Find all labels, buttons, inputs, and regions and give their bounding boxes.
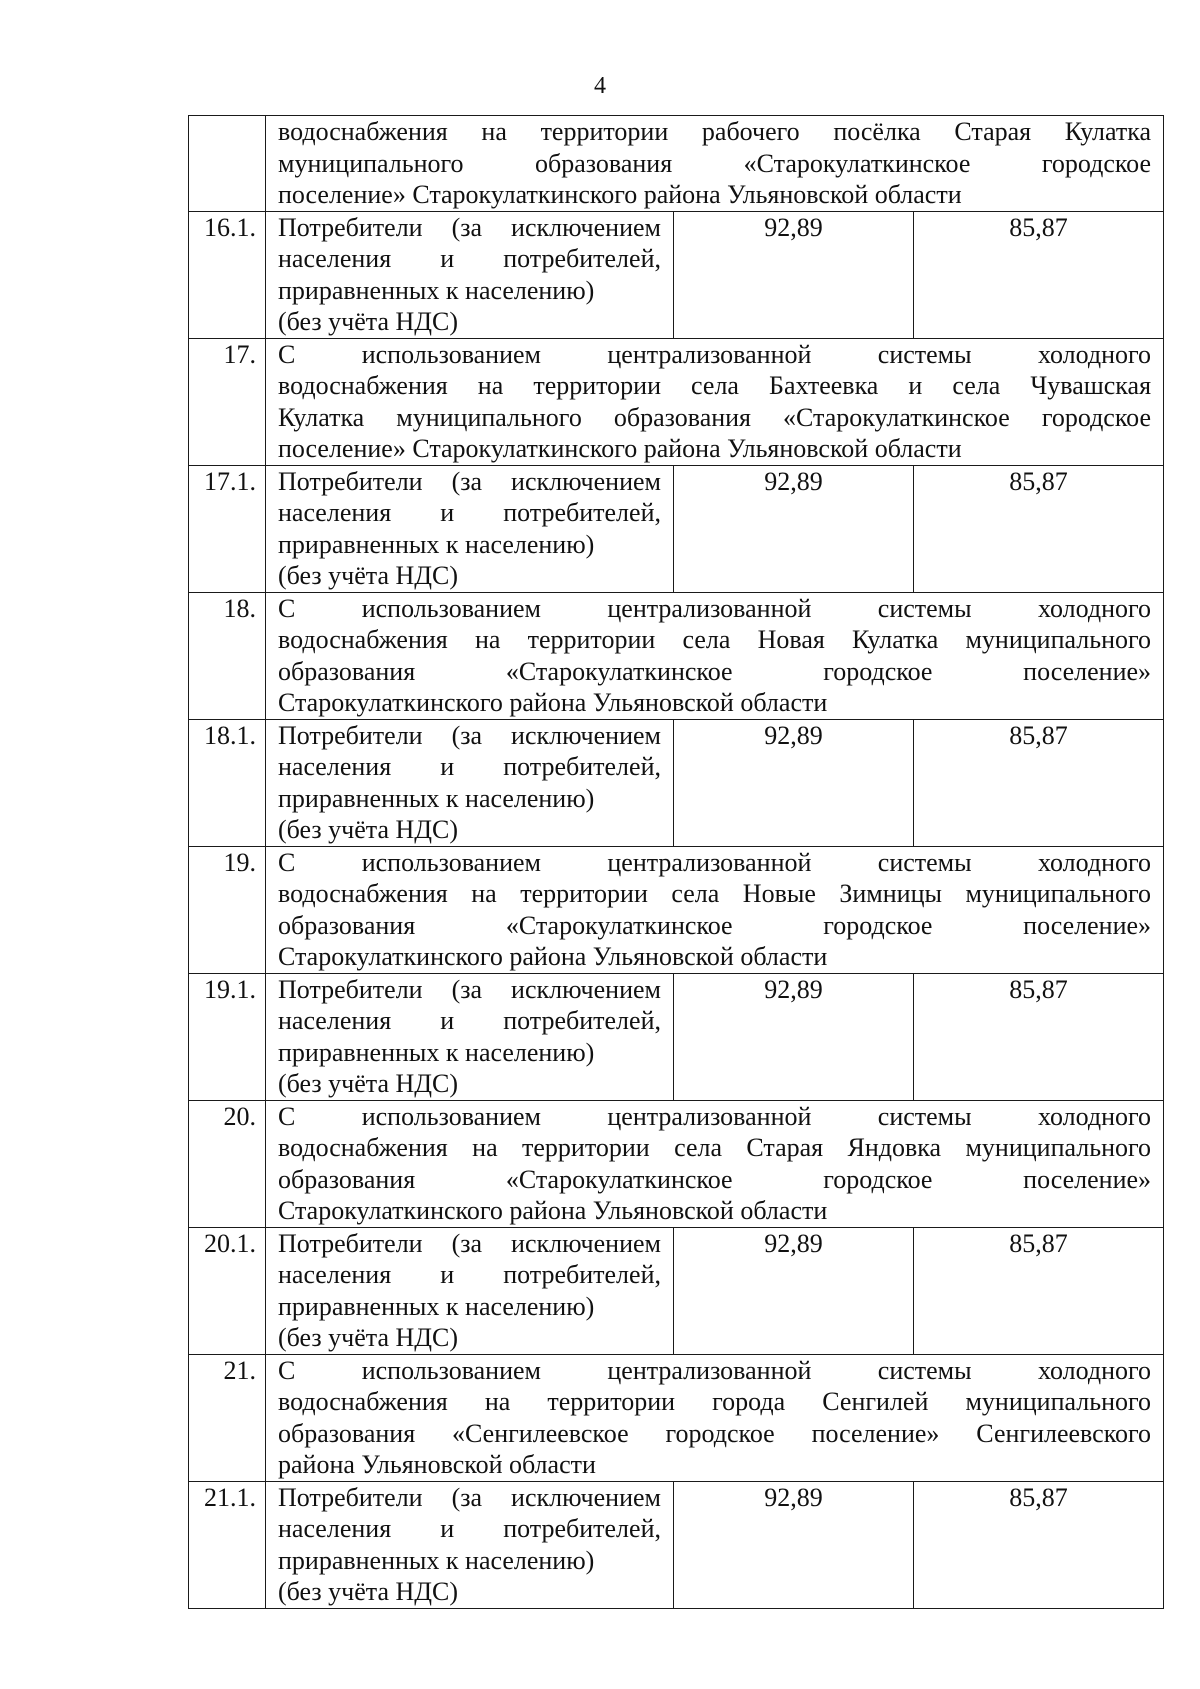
consumer-category: [266, 719, 674, 846]
category-line: Потребители (за исключением: [278, 1228, 661, 1258]
row-number: 19.: [189, 846, 266, 973]
description-line: поселение» Старокулаткинского района Ульяновской области: [278, 180, 962, 209]
table-row: [189, 465, 1164, 592]
tariff-table-body: [189, 116, 1164, 1609]
consumer-category: [266, 1227, 674, 1354]
category-line: приравненных к населению): [278, 1545, 595, 1575]
consumer-category: [266, 211, 674, 338]
section-description: [266, 1100, 1164, 1227]
description-line: С использованием централизованной системы холодного: [278, 1355, 1152, 1385]
row-number: 18.: [189, 592, 266, 719]
category-line: Потребители (за исключением: [278, 212, 661, 242]
tariff-value-2: 85,87: [914, 719, 1164, 846]
tariff-value-2: 85,87: [914, 1481, 1164, 1608]
description-line: муниципального образования «Старокулаткинское городское: [278, 148, 1152, 178]
category-line: (без учёта НДС): [278, 1069, 459, 1098]
description-line: С использованием централизованной системы холодного: [278, 339, 1152, 369]
category-line: населения и потребителей,: [278, 244, 661, 273]
description-line: Старокулаткинского района Ульяновской области: [278, 688, 828, 717]
description-line: водоснабжения на территории села Бахтеевка и села Чувашская: [278, 371, 1152, 400]
row-number: 17.1.: [189, 465, 266, 592]
category-line: Потребители (за исключением: [278, 466, 661, 496]
tariff-value-1: 92,89: [674, 1481, 914, 1608]
category-line: населения и потребителей,: [278, 1006, 661, 1035]
description-line: С использованием централизованной системы холодного: [278, 847, 1152, 877]
category-line: населения и потребителей,: [278, 1260, 661, 1289]
description-line: образования «Старокулаткинское городское поселение»: [278, 910, 1152, 940]
row-number: 19.1.: [189, 973, 266, 1100]
tariff-value-1: 92,89: [674, 1227, 914, 1354]
category-line: (без учёта НДС): [278, 1577, 459, 1606]
description-line: Старокулаткинского района Ульяновской области: [278, 942, 828, 971]
tariff-value-1: 92,89: [674, 719, 914, 846]
table-row: [189, 1227, 1164, 1354]
description-line: Кулатка муниципального образования «Старокулаткинское городское: [278, 402, 1152, 432]
table-row: [189, 973, 1164, 1100]
section-row: [189, 846, 1164, 973]
category-line: Потребители (за исключением: [278, 974, 661, 1004]
category-line: Потребители (за исключением: [278, 1482, 661, 1512]
consumer-category: [266, 973, 674, 1100]
section-description: [266, 116, 1164, 212]
category-line: приравненных к населению): [278, 1291, 595, 1321]
row-number: 18.1.: [189, 719, 266, 846]
section-row: [189, 338, 1164, 465]
tariff-value-2: 85,87: [914, 465, 1164, 592]
category-line: населения и потребителей,: [278, 1514, 661, 1543]
tariff-value-1: 92,89: [674, 465, 914, 592]
row-number: 20.: [189, 1100, 266, 1227]
section-row: [189, 1100, 1164, 1227]
row-number: [189, 116, 266, 212]
section-row: [189, 592, 1164, 719]
row-number: 16.1.: [189, 211, 266, 338]
tariff-table: [188, 115, 1164, 1609]
section-description: [266, 846, 1164, 973]
category-line: приравненных к населению): [278, 275, 595, 305]
description-line: образования «Старокулаткинское городское поселение»: [278, 656, 1152, 686]
description-line: водоснабжения на территории рабочего посёлка Старая Кулатка: [278, 117, 1152, 146]
tariff-value-1: 92,89: [674, 973, 914, 1100]
section-description: [266, 1354, 1164, 1481]
tariff-value-2: 85,87: [914, 1227, 1164, 1354]
description-line: поселение» Старокулаткинского района Ульяновской области: [278, 434, 962, 463]
page-number: 4: [594, 73, 606, 99]
section-description: [266, 592, 1164, 719]
description-line: водоснабжения на территории села Новые Зимницы муниципального: [278, 879, 1152, 908]
category-line: (без учёта НДС): [278, 307, 459, 336]
category-line: (без учёта НДС): [278, 561, 459, 590]
table-row: [189, 1481, 1164, 1608]
row-number: 21.1.: [189, 1481, 266, 1608]
description-line: водоснабжения на территории города Сенгилей муниципального: [278, 1387, 1152, 1416]
tariff-value-1: 92,89: [674, 211, 914, 338]
category-line: населения и потребителей,: [278, 498, 661, 527]
table-row: [189, 211, 1164, 338]
table-row: [189, 719, 1164, 846]
consumer-category: [266, 1481, 674, 1608]
description-line: образования «Старокулаткинское городское поселение»: [278, 1164, 1152, 1194]
consumer-category: [266, 465, 674, 592]
category-line: населения и потребителей,: [278, 752, 661, 781]
description-line: водоснабжения на территории села Старая Яндовка муниципального: [278, 1133, 1152, 1162]
category-line: Потребители (за исключением: [278, 720, 661, 750]
description-line: района Ульяновской области: [278, 1450, 596, 1479]
section-description: [266, 338, 1164, 465]
row-number: 21.: [189, 1354, 266, 1481]
description-line: Старокулаткинского района Ульяновской области: [278, 1196, 828, 1225]
category-line: приравненных к населению): [278, 783, 595, 813]
description-line: С использованием централизованной системы холодного: [278, 593, 1152, 623]
category-line: (без учёта НДС): [278, 815, 459, 844]
category-line: приравненных к населению): [278, 1037, 595, 1067]
row-number: 20.1.: [189, 1227, 266, 1354]
description-line: водоснабжения на территории села Новая Кулатка муниципального: [278, 625, 1152, 654]
row-number: 17.: [189, 338, 266, 465]
tariff-value-2: 85,87: [914, 973, 1164, 1100]
section-row: [189, 1354, 1164, 1481]
section-row: [189, 116, 1164, 212]
description-line: образования «Сенгилеевское городское поселение» Сенгилеевского: [278, 1418, 1152, 1448]
tariff-value-2: 85,87: [914, 211, 1164, 338]
category-line: (без учёта НДС): [278, 1323, 459, 1352]
description-line: С использованием централизованной системы холодного: [278, 1101, 1152, 1131]
category-line: приравненных к населению): [278, 529, 595, 559]
